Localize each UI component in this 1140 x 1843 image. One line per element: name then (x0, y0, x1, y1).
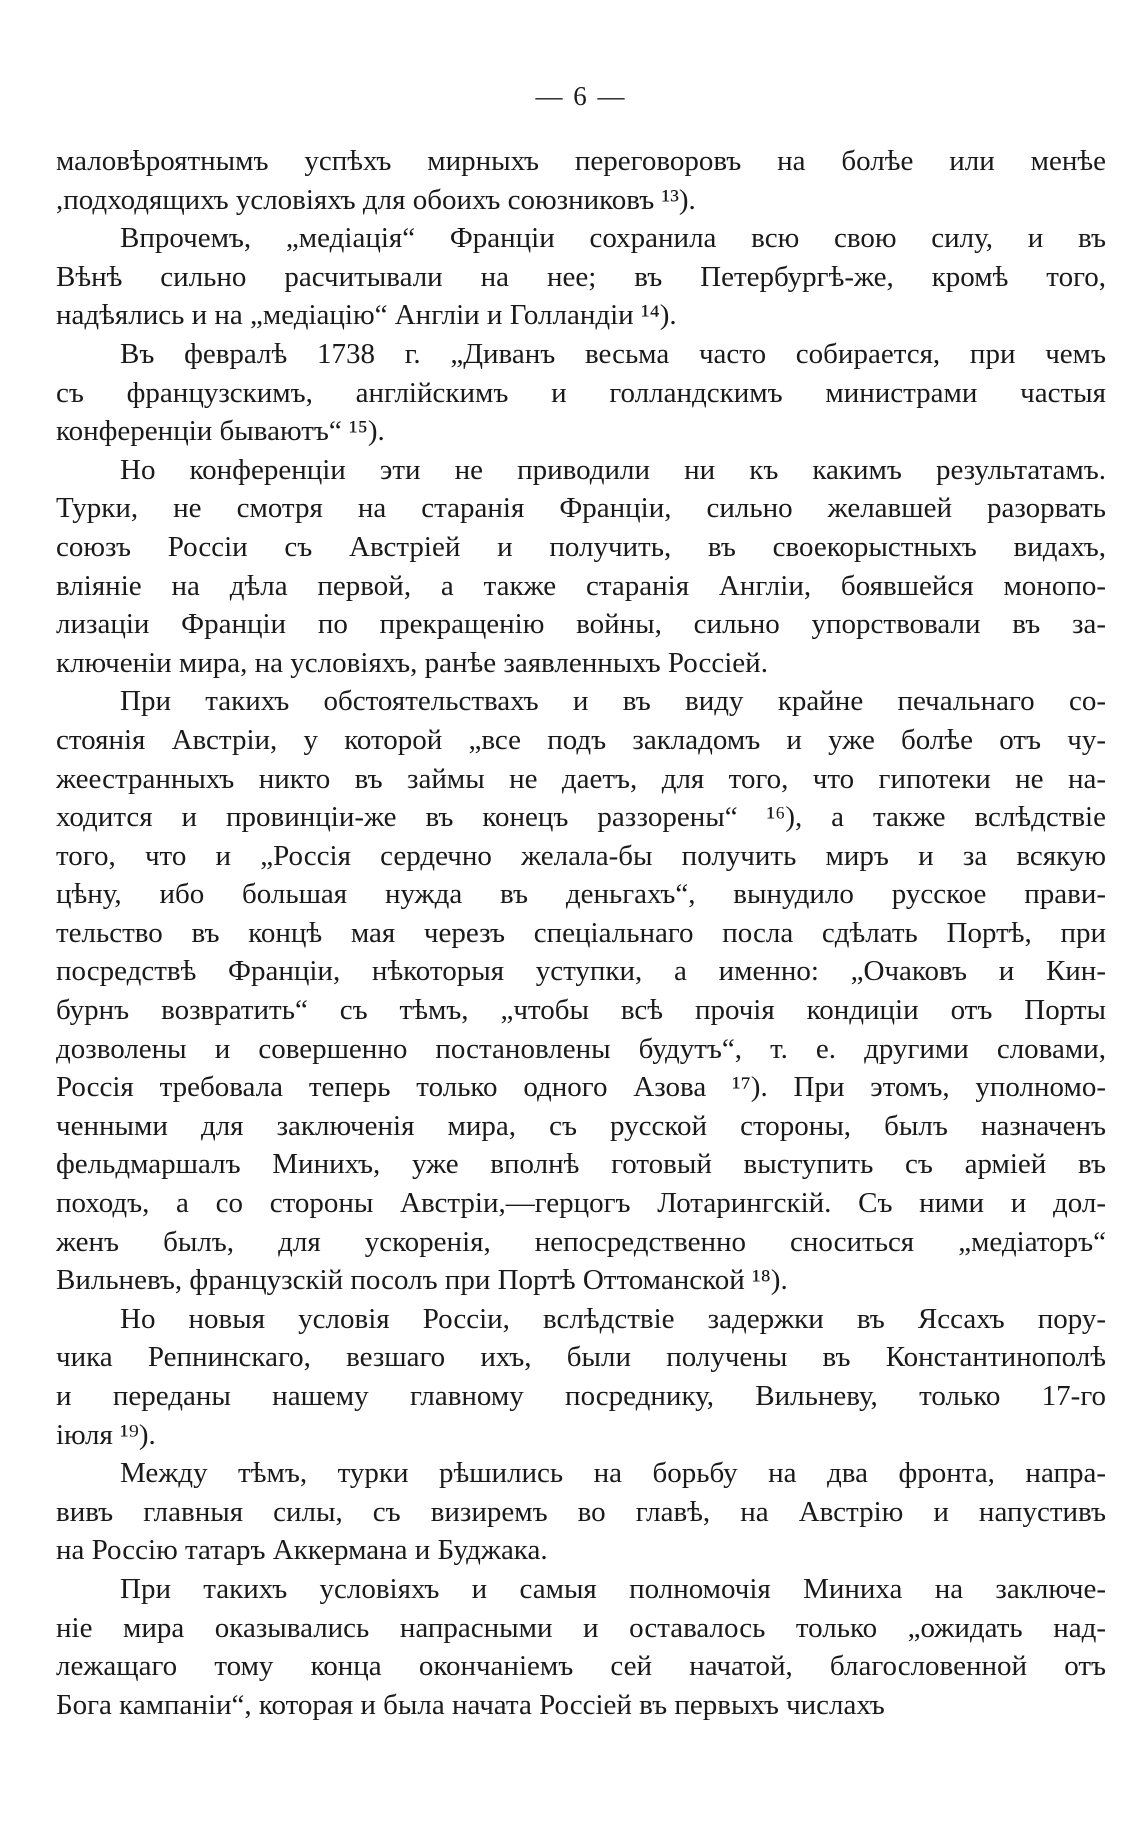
page-number: — 6 — (535, 81, 627, 111)
paragraph (56, 1300, 1106, 1454)
text-line: посредствѣ Франціи, нѣкоторыя уступки, а именно: „Очаковъ и Кин- (56, 955, 1106, 988)
text-line: Бога кампаніи“, которая и была начата Россіей въ первыхъ числахъ (56, 1688, 885, 1721)
text-line: на Россію татаръ Аккермана и Буджака. (56, 1534, 548, 1567)
text-line: При такихъ обстоятельствахъ и въ виду крайне печальнаго со- (120, 685, 1106, 718)
text-line: вліяніе на дѣла первой, а также старанія Англіи, боявшейся монопо- (56, 569, 1106, 602)
text-line: ключеніи мира, на условіяхъ, ранѣе заявленныхъ Россіей. (56, 646, 768, 679)
paragraph (56, 1454, 1106, 1570)
text-line: конференціи бываютъ“ ¹⁵). (56, 415, 385, 448)
text-line: Вѣнѣ сильно расчитывали на нее; въ Петербургѣ-же, кромѣ того, (56, 260, 1106, 293)
text-line: чика Репнинскаго, везшаго ихъ, были получены въ Константинополѣ (56, 1341, 1106, 1374)
text-line: лежащаго тому конца окончаніемъ сей начатой, благословенной отъ (56, 1650, 1106, 1683)
body-text (56, 142, 1106, 1724)
text-line: ,подходящихъ условіяхъ для обоихъ союзниковъ ¹³). (56, 183, 696, 216)
paragraph (56, 142, 1106, 219)
text-line: Между тѣмъ, турки рѣшились на борьбу на два фронта, напра- (120, 1457, 1106, 1490)
text-line: Вильневъ, французскій посолъ при Портѣ Оттоманской ¹⁸). (56, 1264, 788, 1297)
text-line: Впрочемъ, „медіація“ Франціи сохранила всю свою силу, и въ (120, 222, 1106, 255)
text-line: жеестранныхъ никто въ займы не даетъ, для того, что гипотеки не на- (56, 762, 1106, 795)
text-line: дозволены и совершенно постановлены будутъ“, т. е. другими словами, (56, 1032, 1106, 1065)
text-line: того, что и „Россія сердечно желала-бы получить миръ и за всякую (56, 839, 1106, 872)
document-page (56, 72, 1106, 1724)
paragraph (56, 335, 1106, 451)
paragraph (56, 682, 1106, 1300)
text-line: Россія требовала теперь только одного Азова ¹⁷). При этомъ, уполномо- (56, 1071, 1106, 1104)
text-line: ченными для заключенія мира, съ русской стороны, былъ назначенъ (56, 1109, 1106, 1142)
text-line: надѣялись и на „медіацію“ Англіи и Голландіи ¹⁴). (56, 299, 677, 332)
text-line: Турки, не смотря на старанія Франціи, сильно желавшей разорвать (56, 492, 1106, 525)
text-line: Но новыя условія Россіи, вслѣдствіе задержки въ Яссахъ пору- (120, 1302, 1106, 1335)
text-line: союзъ Россіи съ Австріей и получить, въ своекорыстныхъ видахъ, (56, 530, 1106, 563)
text-line: Въ февралѣ 1738 г. „Диванъ весьма часто собирается, при чемъ (120, 337, 1106, 370)
text-line: цѣну, ибо большая нужда въ деньгахъ“, вынудило русское прави- (56, 878, 1106, 911)
text-line: іюля ¹⁹). (56, 1418, 156, 1451)
text-line: вивъ главныя силы, съ визиремъ во главѣ, на Австрію и напустивъ (56, 1495, 1106, 1528)
text-line: маловѣроятнымъ успѣхъ мирныхъ переговоровъ на болѣе или менѣе (56, 145, 1106, 177)
text-line: ходится и провинціи-же въ конецъ раззорены“ ¹⁶), а также вслѣдствіе (56, 801, 1106, 834)
text-line: походъ, а со стороны Австріи,—герцогъ Лотарингскій. Съ ними и дол- (56, 1187, 1106, 1220)
text-line: съ французскимъ, англійскимъ и голландскимъ министрами частыя (56, 376, 1106, 409)
paragraph (56, 1570, 1106, 1724)
text-line: лизаціи Франціи по прекращенію войны, сильно упорствовали въ за- (56, 608, 1106, 641)
text-line: бурнъ возвратить“ съ тѣмъ, „чтобы всѣ прочія кондиціи отъ Порты (56, 994, 1106, 1027)
text-line: фельдмаршалъ Минихъ, уже вполнѣ готовый выступить съ арміей въ (56, 1148, 1106, 1181)
text-line: ніе мира оказывались напрасными и оставалось только „ожидать над- (56, 1611, 1106, 1644)
paragraph (56, 451, 1106, 683)
text-line: и переданы нашему главному посреднику, Вильневу, только 17-го (56, 1380, 1106, 1412)
text-line: При такихъ условіяхъ и самыя полномочія Миниха на заключе- (120, 1572, 1106, 1605)
paragraph (56, 219, 1106, 335)
text-line: женъ былъ, для ускоренія, непосредственно сноситься „медіаторъ“ (56, 1225, 1106, 1258)
text-line: Но конференціи эти не приводили ни къ какимъ результатамъ. (120, 453, 1106, 486)
text-line: тельство въ концѣ мая черезъ спеціальнаго посла сдѣлать Портѣ, при (56, 916, 1106, 949)
text-line: стоянія Австріи, у которой „все подъ закладомъ и уже болѣе отъ чу- (56, 723, 1106, 756)
